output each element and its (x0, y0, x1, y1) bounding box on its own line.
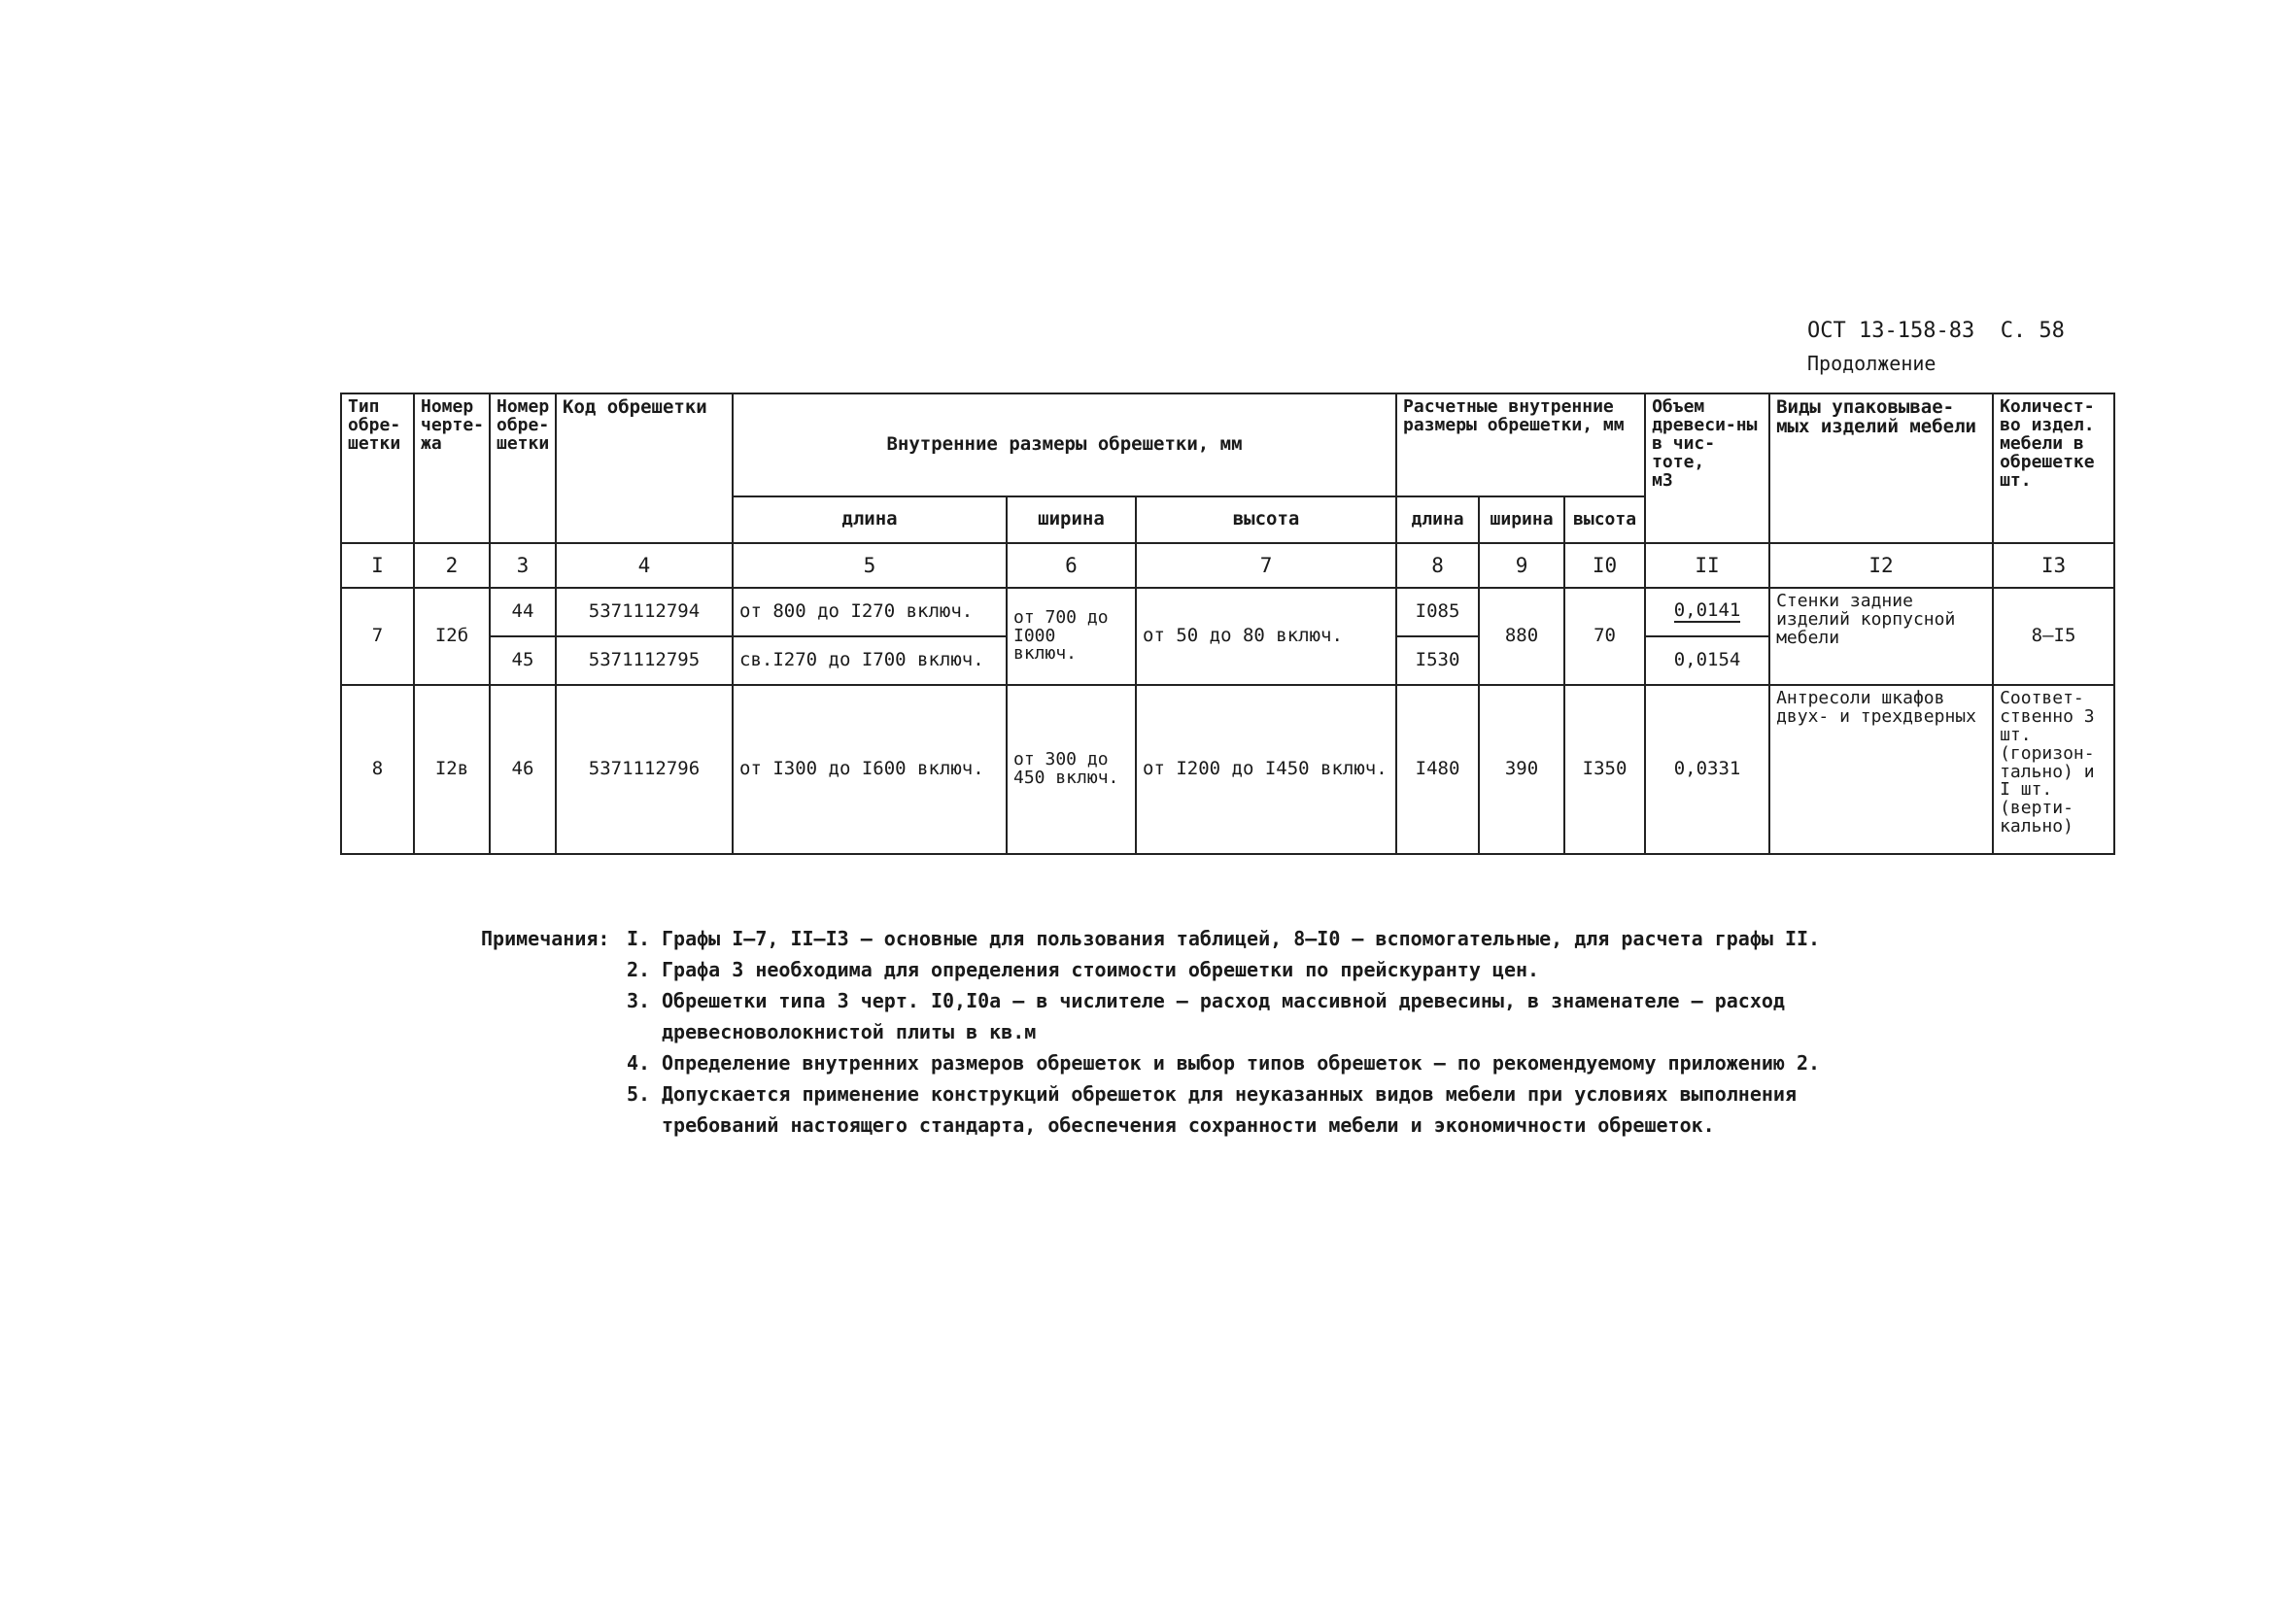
note-number: 4. (627, 1051, 651, 1075)
col-number: 4 (556, 543, 733, 588)
cell-volume: 0,0154 (1645, 636, 1769, 685)
cell-length: св.I270 до I700 включ. (733, 636, 1007, 685)
cell-code: 5371112796 (556, 685, 733, 854)
cell-qty: Соответ-ственно 3 шт. (горизон-тально) и I шт. (верти-кально) (1993, 685, 2114, 854)
cell-number: 44 (490, 588, 556, 636)
table-row (341, 685, 2114, 854)
col-calc-length-header: длина (1396, 496, 1479, 543)
col-calc-dims-header: Расчетные внутренние размеры обрешетки, мм (1396, 393, 1645, 496)
volume-numerator: 0,0141 (1673, 599, 1741, 622)
notes-list (481, 923, 1841, 1141)
volume-unit: м3 (1652, 469, 1673, 491)
cell-code: 5371112794 (556, 588, 733, 636)
col-number: 7 (1136, 543, 1396, 588)
notes-section (481, 923, 1841, 1141)
note-number: 2. (627, 958, 651, 981)
note-item (627, 923, 1841, 954)
page-number: С. 58 (2000, 319, 2065, 343)
note-number: I. (627, 927, 651, 950)
header-row-1 (341, 393, 2114, 496)
cell-number: 45 (490, 636, 556, 685)
col-type-header: Тип обре-шетки (341, 393, 414, 543)
note-text: Допускается применение конструкций обрешеток для неуказанных видов мебели при условиях выполнения требований настоящего стандарта, обеспечения сохранности мебели и экономичности обрешеток. (662, 1082, 1797, 1137)
col-number-header: Номер обре-шетки (490, 393, 556, 543)
note-item (627, 985, 1841, 1047)
note-text: Определение внутренних размеров обрешеток и выбор типов обрешеток – по рекомендуемому приложению 2. (662, 1051, 1821, 1075)
col-number: 9 (1479, 543, 1564, 588)
cell-drawing: I2б (414, 588, 490, 685)
cell-number: 46 (490, 685, 556, 854)
note-item (627, 1078, 1841, 1141)
col-kinds-header: Виды упаковывае-мых изделий мебели (1769, 393, 1993, 543)
col-drawing-header: Номер черте-жа (414, 393, 490, 543)
document-code: ОСТ 13-158-83 С. 58 (1807, 319, 2065, 343)
cell-calc-length: I480 (1396, 685, 1479, 854)
col-number: 3 (490, 543, 556, 588)
cell-calc-width: 880 (1479, 588, 1564, 685)
cell-width: от 700 до I000 включ. (1007, 588, 1136, 685)
continuation-label: Продолжение (1807, 352, 1936, 375)
cell-height: от I200 до I450 включ. (1136, 685, 1396, 854)
note-number: 3. (627, 989, 651, 1012)
col-number: I2 (1769, 543, 1993, 588)
note-text: Графа 3 необходима для определения стоимости обрешетки по прейскуранту цен. (662, 958, 1540, 981)
col-qty-header: Количест-во издел. мебели в обрешетке шт. (1993, 393, 2114, 543)
cell-kinds: Антресоли шкафов двух- и трехдверных (1769, 685, 1993, 854)
col-number: I (341, 543, 414, 588)
cell-length: от I300 до I600 включ. (733, 685, 1007, 854)
notes-label: Примечания: (481, 927, 610, 950)
col-calc-width-header: ширина (1479, 496, 1564, 543)
cell-code: 5371112795 (556, 636, 733, 685)
cell-calc-width: 390 (1479, 685, 1564, 854)
col-number: 6 (1007, 543, 1136, 588)
note-number: 5. (627, 1082, 651, 1106)
cell-volume: 0,0331 (1645, 685, 1769, 854)
col-number: II (1645, 543, 1769, 588)
col-volume-header: Объем древеси-ны в чис-тоте, м3 (1645, 393, 1769, 543)
cell-type: 7 (341, 588, 414, 685)
note-text: Обрешетки типа 3 черт. I0,I0а – в числителе – расход массивной древесины, в знаменателе – расход древесноволокнистой плиты в кв.м (662, 989, 1785, 1043)
col-number: I0 (1564, 543, 1645, 588)
col-number: 5 (733, 543, 1007, 588)
cell-drawing: I2в (414, 685, 490, 854)
col-width-header: ширина (1007, 496, 1136, 543)
cell-height: от 50 до 80 включ. (1136, 588, 1396, 685)
col-calc-height-header: высота (1564, 496, 1645, 543)
note-item (627, 954, 1841, 985)
col-number: 8 (1396, 543, 1479, 588)
cell-length: от 800 до I270 включ. (733, 588, 1007, 636)
note-item (627, 1047, 1841, 1078)
cell-calc-length: I085 (1396, 588, 1479, 636)
cell-type: 8 (341, 685, 414, 854)
note-text: Графы I–7, II–I3 – основные для пользования таблицей, 8–I0 – вспомогательные, для расчета графы II. (662, 927, 1821, 950)
col-length-header: длина (733, 496, 1007, 543)
cell-qty: 8–I5 (1993, 588, 2114, 685)
cell-volume (1645, 588, 1769, 636)
packaging-table (340, 393, 2115, 855)
cell-kinds: Стенки задние изделий корпусной мебели (1769, 588, 1993, 685)
table-row (341, 588, 2114, 636)
cell-calc-length: I530 (1396, 636, 1479, 685)
col-number: 2 (414, 543, 490, 588)
col-inner-dims-header: Внутренние размеры обрешетки, мм (733, 393, 1396, 496)
col-code-header: Код обрешетки (556, 393, 733, 543)
cell-calc-height: I350 (1564, 685, 1645, 854)
column-numbers-row (341, 543, 2114, 588)
col-height-header: высота (1136, 496, 1396, 543)
cell-width: от 300 до 450 включ. (1007, 685, 1136, 854)
cell-calc-height: 70 (1564, 588, 1645, 685)
col-number: I3 (1993, 543, 2114, 588)
